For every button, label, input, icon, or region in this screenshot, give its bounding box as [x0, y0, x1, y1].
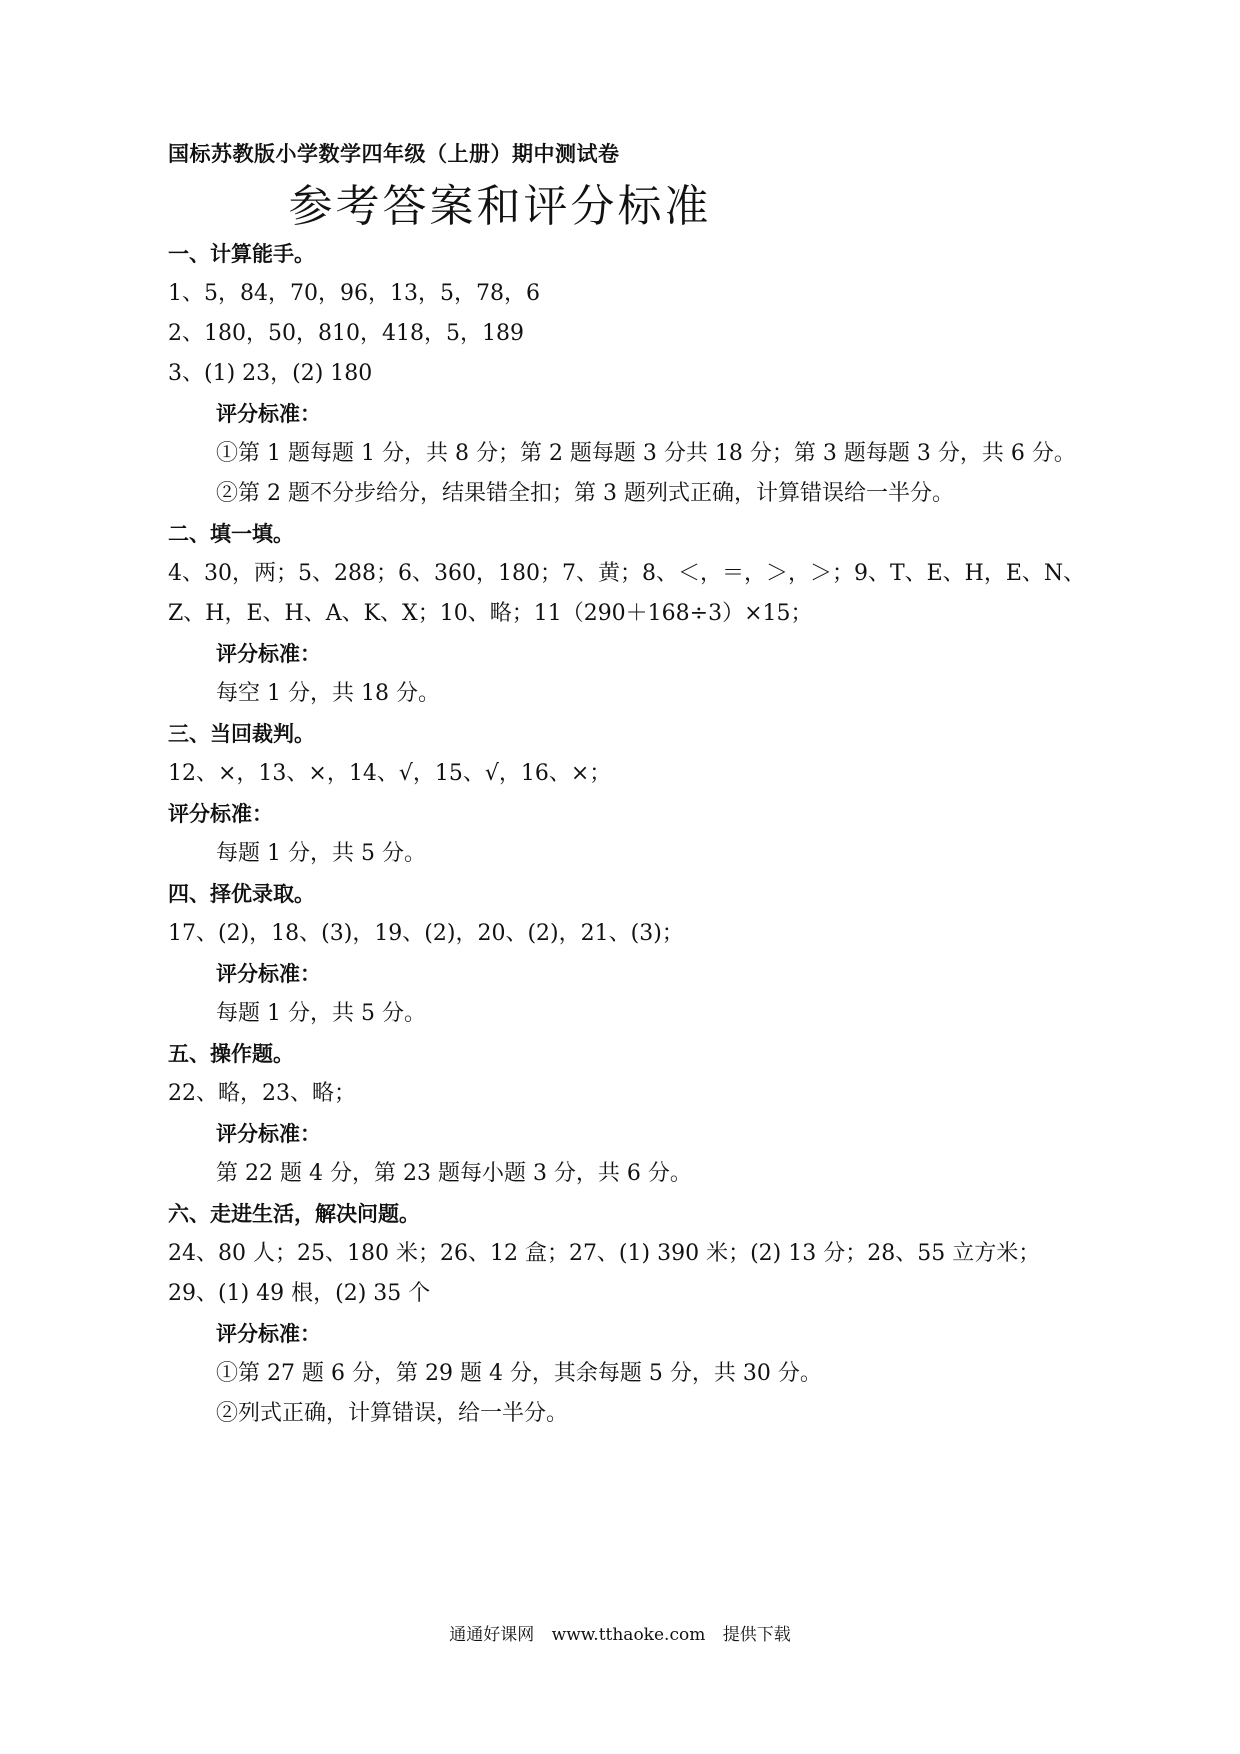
section-5-score-label: 评分标准： [216, 1122, 321, 1146]
section-4-heading: 四、择优录取。 [168, 882, 315, 906]
section-1-score-rule: ②第 2 题不分步给分，结果错全扣；第 3 题列式正确，计算错误给一半分。 [216, 481, 954, 506]
section-1-answer-line: 1、5，84，70，96，13，5，78，6 [168, 281, 540, 306]
section-4-score-label: 评分标准： [216, 962, 321, 986]
section-6-heading: 六、走进生活，解决问题。 [168, 1202, 420, 1226]
section-2-answer-line: 4、30，两；5、288；6、360，180；7、黄；8、＜，＝，＞，＞；9、T、E、H，E、N、 [168, 561, 1086, 586]
section-2-score-rule: 每空 1 分，共 18 分。 [216, 681, 440, 706]
footer-site-name: 通通好课网 [449, 1625, 535, 1645]
section-6-score-label: 评分标准： [216, 1322, 321, 1346]
section-3-heading: 三、当回裁判。 [168, 722, 315, 746]
section-3-score-label: 评分标准： [168, 802, 273, 826]
document-subtitle: 国标苏教版小学数学四年级（上册）期中测试卷 [168, 142, 620, 166]
footer-url-link[interactable]: www.tthaoke.com [551, 1625, 706, 1645]
section-5-answer-line: 22、略，23、略； [168, 1081, 356, 1106]
footer-note: 提供下载 [722, 1625, 791, 1645]
document-title: 参考答案和评分标准 [288, 181, 712, 232]
document-body [168, 234, 1088, 1434]
page-footer [0, 1620, 1240, 1645]
section-6-answer-line: 24、80 人；25、180 米；26、12 盒；27、(1) 390 米；(2) 13 分；28、55 立方米； [168, 1241, 1041, 1266]
section-4-score-rule: 每题 1 分，共 5 分。 [216, 1001, 426, 1026]
section-1-heading: 一、计算能手。 [168, 242, 315, 266]
section-4-answer-line: 17、(2)，18、(3)，19、(2)，20、(2)，21、(3)； [168, 921, 684, 946]
section-6-answer-line: 29、(1) 49 根，(2) 35 个 [168, 1281, 431, 1306]
section-2-heading: 二、填一填。 [168, 522, 294, 546]
section-1-answer-line: 2、180，50，810，418，5，189 [168, 321, 524, 346]
section-2-answer-line: Z、H，E、H、A、K、X；10、略；11（290＋168÷3）×15； [168, 601, 813, 626]
section-2-score-label: 评分标准： [216, 642, 321, 666]
section-5-heading: 五、操作题。 [168, 1042, 294, 1066]
section-5-score-rule: 第 22 题 4 分，第 23 题每小题 3 分，共 6 分。 [216, 1161, 692, 1186]
section-1-score-label: 评分标准： [216, 402, 321, 426]
section-6-score-rule: ②列式正确，计算错误，给一半分。 [216, 1401, 569, 1426]
section-1-answer-line: 3、(1) 23，(2) 180 [168, 361, 373, 386]
section-3-score-rule: 每题 1 分，共 5 分。 [216, 841, 426, 866]
section-3-answer-line: 12、×，13、×，14、√，15、√，16、×； [168, 761, 612, 786]
section-6-score-rule: ①第 27 题 6 分，第 29 题 4 分，其余每题 5 分，共 30 分。 [216, 1361, 822, 1386]
section-1-score-rule: ①第 1 题每题 1 分，共 8 分；第 2 题每题 3 分共 18 分；第 3 题每题 3 分，共 6 分。 [216, 441, 1076, 466]
